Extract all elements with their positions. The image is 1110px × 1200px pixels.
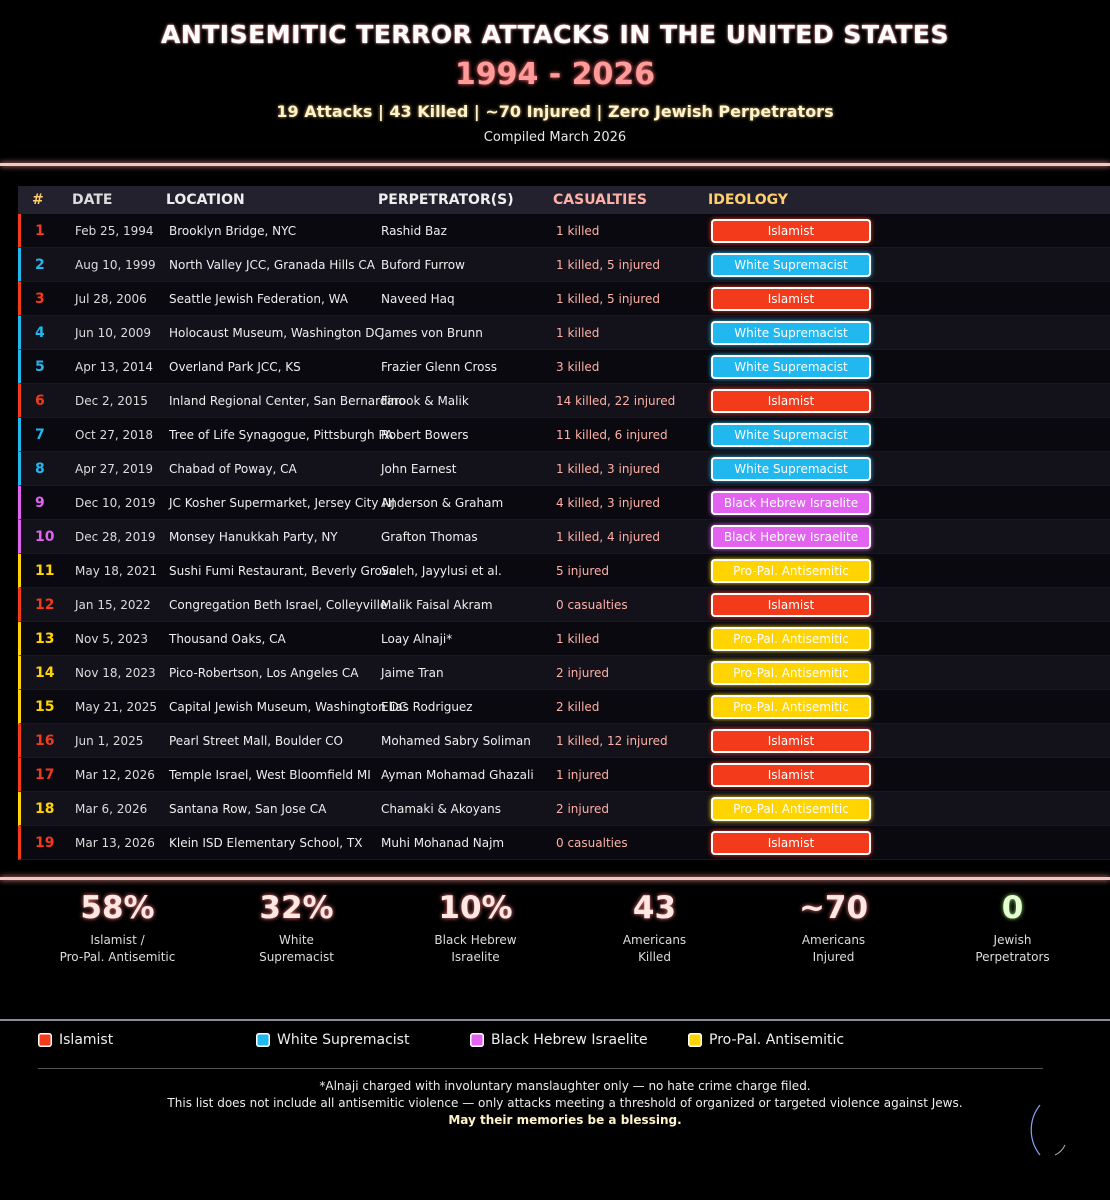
row-date: May 18, 2021	[75, 563, 158, 578]
row-date: Mar 13, 2026	[75, 835, 155, 850]
row-date: Apr 27, 2019	[75, 461, 154, 476]
row-perpetrator: Chamaki & Akoyans	[381, 801, 502, 816]
row-location: Congregation Beth Israel, Colleyville	[169, 597, 388, 612]
summary-stat-value: 32%	[259, 890, 334, 926]
column-header-perpetrators: PERPETRATOR(S)	[378, 192, 514, 208]
summary-stat-label: Islamist / Pro-Pal. Antisemitic	[59, 933, 176, 964]
table-row	[18, 418, 1110, 452]
table-row	[18, 792, 1110, 826]
row-perpetrator: Farook & Malik	[381, 393, 469, 408]
blessing-text: May their memories be a blessing.	[448, 1113, 682, 1127]
stats-summary-line: 19 Attacks | 43 Killed | ~70 Injured | Zero Jewish Perpetrators	[276, 102, 834, 121]
legend	[38, 1032, 1038, 1054]
row-ideology	[711, 457, 881, 481]
row-casualties: 2 killed	[556, 699, 600, 714]
row-perpetrator: Jaime Tran	[381, 665, 444, 680]
ideology-badge: Pro-Pal. Antisemitic	[711, 797, 871, 821]
row-date: Dec 28, 2019	[75, 529, 156, 544]
column-header-ideology: IDEOLOGY	[708, 192, 788, 208]
row-casualties: 2 injured	[556, 665, 609, 680]
summary-stat-label: Jewish Perpetrators	[975, 933, 1050, 964]
row-number: 15	[35, 698, 55, 715]
ideology-badge: White Supremacist	[711, 457, 871, 481]
row-casualties: 0 casualties	[556, 835, 628, 850]
row-date: Dec 2, 2015	[75, 393, 148, 408]
ideology-badge: White Supremacist	[711, 355, 871, 379]
row-casualties: 1 killed, 12 injured	[556, 733, 668, 748]
row-location: Klein ISD Elementary School, TX	[169, 835, 363, 850]
row-casualties: 14 killed, 22 injured	[556, 393, 676, 408]
row-perpetrator: John Earnest	[381, 461, 457, 476]
summary-stat	[207, 890, 386, 966]
ideology-badge: Pro-Pal. Antisemitic	[711, 661, 871, 685]
row-casualties: 5 injured	[556, 563, 609, 578]
legend-label: Islamist	[59, 1032, 114, 1048]
table-body	[18, 214, 1110, 860]
row-perpetrator: Malik Faisal Akram	[381, 597, 493, 612]
table-row	[18, 282, 1110, 316]
row-location: Overland Park JCC, KS	[169, 359, 301, 374]
row-number: 3	[35, 290, 45, 307]
ideology-badge: Islamist	[711, 593, 871, 617]
summary-divider	[0, 1019, 1110, 1021]
row-location: JC Kosher Supermarket, Jersey City NJ	[169, 495, 395, 510]
row-location: Tree of Life Synagogue, Pittsburgh PA	[169, 427, 394, 442]
table-row	[18, 214, 1110, 248]
summary-stat-label: White Supremacist	[259, 933, 334, 964]
table-row	[18, 588, 1110, 622]
table-row	[18, 758, 1110, 792]
legend-swatch	[688, 1033, 702, 1047]
row-ideology	[711, 491, 881, 515]
row-location: Pearl Street Mall, Boulder CO	[169, 733, 343, 748]
row-location: Monsey Hanukkah Party, NY	[169, 529, 338, 544]
row-date: Mar 6, 2026	[75, 801, 148, 816]
row-casualties: 1 killed, 5 injured	[556, 257, 661, 272]
legend-label: Pro-Pal. Antisemitic	[709, 1032, 845, 1048]
footnotes	[0, 1078, 1110, 1129]
row-ideology	[711, 219, 881, 243]
row-date: Aug 10, 1999	[75, 257, 156, 272]
ideology-badge: Islamist	[711, 389, 871, 413]
row-casualties: 11 killed, 6 injured	[556, 427, 668, 442]
summary-stat-value: ~70	[798, 890, 869, 926]
ideology-badge: Islamist	[711, 729, 871, 753]
row-ideology	[711, 695, 881, 719]
ideology-badge: Pro-Pal. Antisemitic	[711, 695, 871, 719]
footnote-alnaji: *Alnaji charged with involuntary manslaughter only — no hate crime charge filed.	[319, 1079, 811, 1093]
table-row	[18, 452, 1110, 486]
ideology-badge: Islamist	[711, 219, 871, 243]
summary-stat-value: 43	[632, 890, 677, 926]
summary-stat-value: 0	[1001, 890, 1024, 926]
table-row	[18, 656, 1110, 690]
row-casualties: 1 killed	[556, 631, 600, 646]
summary-stat-value: 58%	[80, 890, 155, 926]
row-casualties: 4 killed, 3 injured	[556, 495, 661, 510]
row-casualties: 0 casualties	[556, 597, 628, 612]
row-ideology	[711, 661, 881, 685]
ideology-badge: Islamist	[711, 831, 871, 855]
table-row	[18, 384, 1110, 418]
row-casualties: 3 killed	[556, 359, 600, 374]
legend-item	[470, 1032, 648, 1048]
table-row	[18, 486, 1110, 520]
row-date: Nov 18, 2023	[75, 665, 156, 680]
ideology-badge: White Supremacist	[711, 423, 871, 447]
row-location: Inland Regional Center, San Bernardino	[169, 393, 406, 408]
row-number: 8	[35, 460, 45, 477]
row-location: North Valley JCC, Granada Hills CA	[169, 257, 375, 272]
table-header-row	[18, 186, 1110, 214]
row-date: Oct 27, 2018	[75, 427, 153, 442]
row-ideology	[711, 389, 881, 413]
column-header-casualties: CASUALTIES	[553, 192, 647, 208]
row-perpetrator: Mohamed Sabry Soliman	[381, 733, 531, 748]
ideology-badge: Islamist	[711, 287, 871, 311]
row-number: 6	[35, 392, 45, 409]
legend-item	[38, 1032, 113, 1048]
row-date: May 21, 2025	[75, 699, 158, 714]
summary-stat-label: Americans Injured	[801, 933, 866, 964]
row-location: Santana Row, San Jose CA	[169, 801, 327, 816]
table-row	[18, 248, 1110, 282]
table-row	[18, 690, 1110, 724]
table-row	[18, 316, 1110, 350]
column-header-number: #	[32, 192, 44, 208]
table-divider	[0, 877, 1110, 880]
row-location: Capital Jewish Museum, Washington DC	[169, 699, 408, 714]
row-casualties: 1 killed, 4 injured	[556, 529, 661, 544]
row-perpetrator: Rashid Baz	[381, 223, 447, 238]
years-subtitle: 1994 - 2026	[454, 57, 656, 92]
row-date: Apr 13, 2014	[75, 359, 154, 374]
summary-stat	[923, 890, 1102, 966]
row-date: Feb 25, 1994	[75, 223, 154, 238]
row-ideology	[711, 423, 881, 447]
row-number: 2	[35, 256, 45, 273]
row-perpetrator: Buford Furrow	[381, 257, 465, 272]
legend-swatch	[256, 1033, 270, 1047]
row-ideology	[711, 593, 881, 617]
summary-stat-label: Black Hebrew Israelite	[434, 933, 517, 964]
row-number: 11	[35, 562, 55, 579]
table-row	[18, 826, 1110, 860]
row-date: Jan 15, 2022	[75, 597, 151, 612]
table-row	[18, 622, 1110, 656]
row-location: Chabad of Poway, CA	[169, 461, 297, 476]
page-title: ANTISEMITIC TERROR ATTACKS IN THE UNITED STATES	[160, 20, 949, 49]
summary-stat	[28, 890, 207, 966]
compiled-date: Compiled March 2026	[483, 130, 627, 145]
legend-swatch	[38, 1033, 52, 1047]
summary-stat	[386, 890, 565, 966]
row-number: 19	[35, 834, 55, 851]
ideology-badge: Black Hebrew Israelite	[711, 491, 871, 515]
row-date: Mar 12, 2026	[75, 767, 155, 782]
summary-stat	[744, 890, 923, 966]
attacks-table	[18, 186, 1110, 860]
summary-stat-label: Americans Killed	[622, 933, 687, 964]
row-number: 12	[35, 596, 55, 613]
row-number: 4	[35, 324, 45, 341]
row-ideology	[711, 831, 881, 855]
row-number: 5	[35, 358, 45, 375]
row-casualties: 1 killed, 5 injured	[556, 291, 661, 306]
row-perpetrator: James von Brunn	[381, 325, 483, 340]
row-perpetrator: Saleh, Jayylusi et al.	[381, 563, 502, 578]
row-ideology	[711, 729, 881, 753]
row-perpetrator: Muhi Mohanad Najm	[381, 835, 505, 850]
ideology-badge: Black Hebrew Israelite	[711, 525, 871, 549]
legend-label: Black Hebrew Israelite	[491, 1032, 648, 1048]
row-ideology	[711, 525, 881, 549]
row-casualties: 1 killed	[556, 223, 600, 238]
row-number: 17	[35, 766, 55, 783]
row-date: Dec 10, 2019	[75, 495, 156, 510]
header-divider	[0, 163, 1110, 166]
table-row	[18, 350, 1110, 384]
row-casualties: 1 injured	[556, 767, 609, 782]
row-location: Seattle Jewish Federation, WA	[169, 291, 348, 306]
row-number: 14	[35, 664, 55, 681]
row-perpetrator: Loay Alnaji*	[381, 631, 453, 646]
ideology-badge: Islamist	[711, 763, 871, 787]
row-ideology	[711, 253, 881, 277]
summary-stats	[0, 890, 1110, 966]
row-casualties: 1 killed, 3 injured	[556, 461, 661, 476]
row-perpetrator: Elias Rodriguez	[381, 699, 473, 714]
row-perpetrator: Ayman Mohamad Ghazali	[381, 767, 534, 782]
row-date: Nov 5, 2023	[75, 631, 149, 646]
row-location: Pico-Robertson, Los Angeles CA	[169, 665, 359, 680]
column-header-date: DATE	[72, 192, 113, 208]
row-perpetrator: Grafton Thomas	[381, 529, 478, 544]
row-location: Sushi Fumi Restaurant, Beverly Grove	[169, 563, 397, 578]
table-row	[18, 520, 1110, 554]
legend-item	[688, 1032, 844, 1048]
header	[0, 0, 1110, 170]
row-number: 10	[35, 528, 55, 545]
row-location: Brooklyn Bridge, NYC	[169, 223, 297, 238]
row-number: 1	[35, 222, 45, 239]
row-casualties: 2 injured	[556, 801, 609, 816]
footnote-scope: This list does not include all antisemitic violence — only attacks meeting a threshold of organized or targeted violence against Jews.	[167, 1096, 963, 1110]
ideology-badge: White Supremacist	[711, 253, 871, 277]
row-date: Jun 1, 2025	[75, 733, 144, 748]
ideology-badge: White Supremacist	[711, 321, 871, 345]
row-ideology	[711, 559, 881, 583]
row-location: Temple Israel, West Bloomfield MI	[169, 767, 371, 782]
table-row	[18, 554, 1110, 588]
row-perpetrator: Anderson & Graham	[381, 495, 504, 510]
table-row	[18, 724, 1110, 758]
row-location: Holocaust Museum, Washington DC	[169, 325, 383, 340]
row-ideology	[711, 287, 881, 311]
row-number: 16	[35, 732, 55, 749]
footer-divider	[38, 1068, 1043, 1069]
row-perpetrator: Frazier Glenn Cross	[381, 359, 498, 374]
row-ideology	[711, 797, 881, 821]
row-perpetrator: Naveed Haq	[381, 291, 455, 306]
ideology-badge: Pro-Pal. Antisemitic	[711, 627, 871, 651]
row-number: 9	[35, 494, 45, 511]
summary-stat	[565, 890, 744, 966]
row-ideology	[711, 355, 881, 379]
ideology-badge: Pro-Pal. Antisemitic	[711, 559, 871, 583]
row-location: Thousand Oaks, CA	[169, 631, 286, 646]
decorative-arc	[1005, 1100, 1085, 1160]
row-number: 13	[35, 630, 55, 647]
summary-stat-value: 10%	[438, 890, 513, 926]
row-number: 18	[35, 800, 55, 817]
row-date: Jun 10, 2009	[75, 325, 152, 340]
column-header-location: LOCATION	[166, 192, 245, 208]
legend-item	[256, 1032, 409, 1048]
legend-label: White Supremacist	[277, 1032, 410, 1048]
row-casualties: 1 killed	[556, 325, 600, 340]
row-ideology	[711, 763, 881, 787]
row-number: 7	[35, 426, 45, 443]
row-ideology	[711, 321, 881, 345]
row-perpetrator: Robert Bowers	[381, 427, 469, 442]
row-ideology	[711, 627, 881, 651]
row-date: Jul 28, 2006	[75, 291, 147, 306]
legend-swatch	[470, 1033, 484, 1047]
